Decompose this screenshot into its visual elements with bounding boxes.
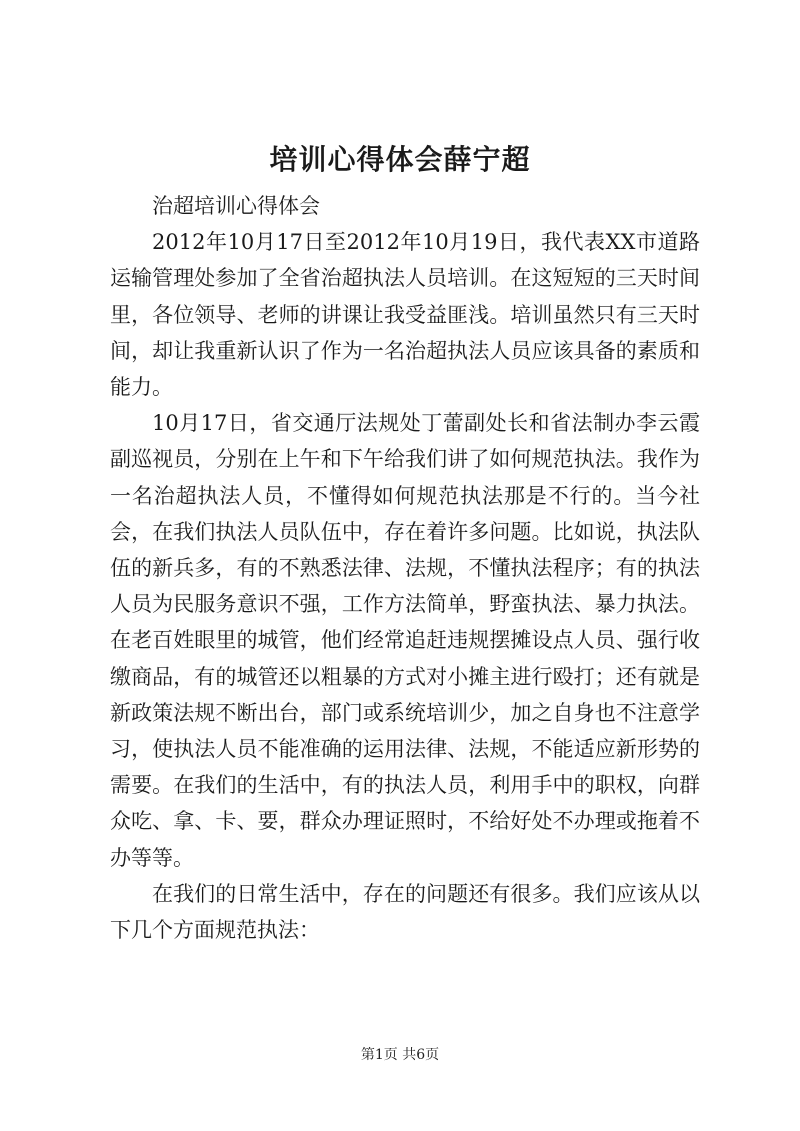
paragraph-2: 10月17日，省交通厅法规处丁蕾副处长和省法制办李云霞副巡视员，分别在上午和下午给我们讲了如何规范执法。我作为一名治超执法人员，不懂得如何规范执法那是不行的。当今社会，在我们执法人员队伍中，存在着许多问题。比如说，执法队伍的新兵多，有的不熟悉法律、法规，不懂执法程序；有的执法人员为民服务意识不强，工作方法简单，野蛮执法、暴力执法。在老百姓眼里的城管，他们经常追赶违规摆摊设点人员、强行收缴商品，有的城管还以粗暴的方式对小摊主进行殴打；还有就是新政策法规不断出台，部门或系统培训少，加之自身也不注意学习，使执法人员不能准确的运用法律、法规，不能适应新形势的需要。在我们的生活中，有的执法人员，利用手中的职权，向群众吃、拿、卡、要，群众办理证照时，不给好处不办理或拖着不办等等。: [110, 411, 700, 870]
paragraph-3: 在我们的日常生活中，存在的问题还有很多。我们应该从以下几个方面规范执法：: [110, 881, 700, 943]
paragraph-1: 2012年10月17日至2012年10月19日，我代表XX市道路运输管理处参加了全省治超执法人员培训。在这短短的三天时间里，各位领导、老师的讲课让我受益匪浅。培训虽然只有三天时间，却让我重新认识了作为一名治超执法人员应该具备的素质和能力。: [110, 230, 700, 400]
document-body: [110, 188, 700, 948]
page-number-footer: 第1页 共6页: [360, 1047, 440, 1063]
paragraph-subtitle: 治超培训心得体会: [152, 194, 320, 218]
document-title: 培训心得体会薛宁超: [269, 143, 531, 176]
